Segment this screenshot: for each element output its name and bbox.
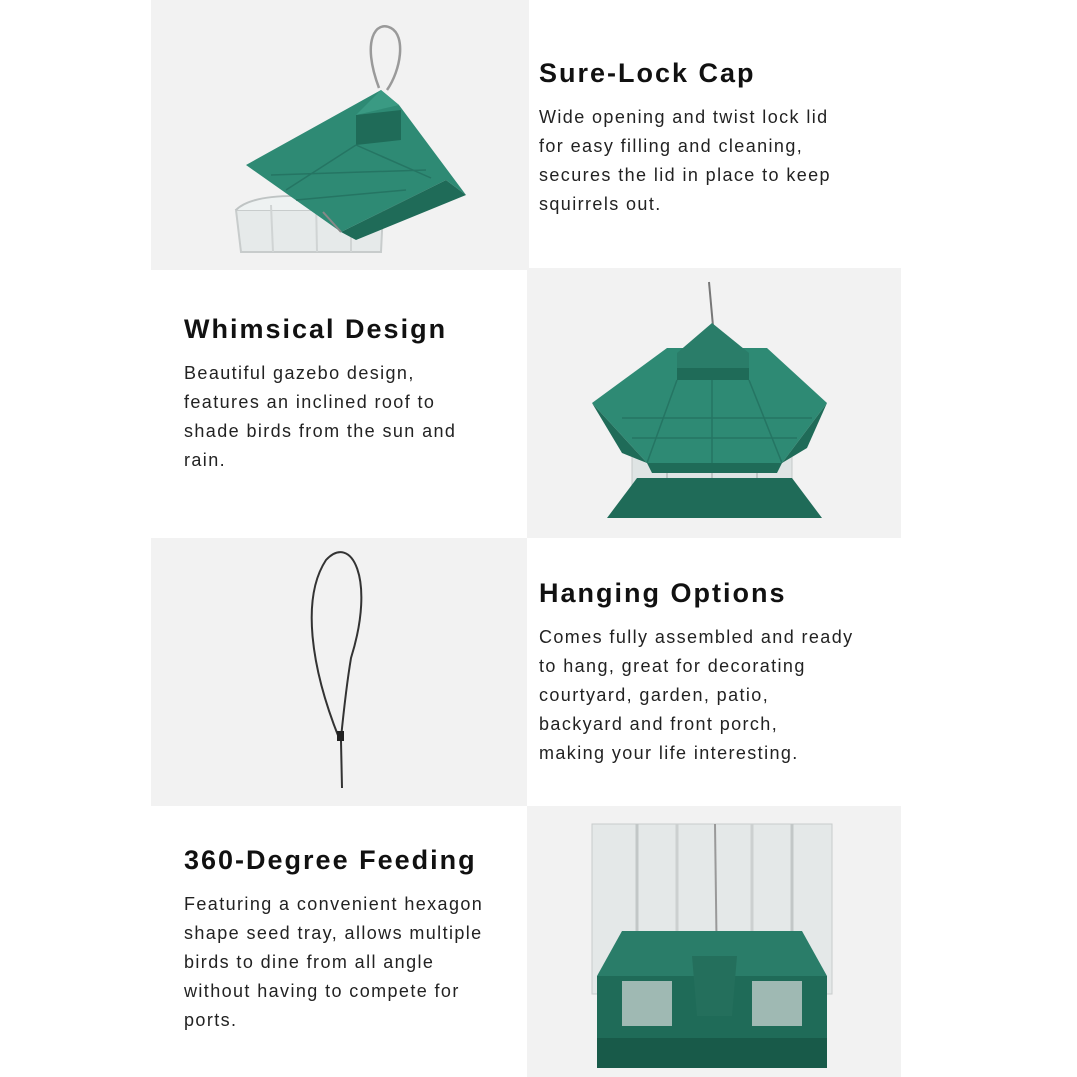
feature-description [539,623,1059,768]
description-line: secures the lid in place to keep [539,165,831,185]
feature-image-hanging [151,538,527,806]
description-line: making your life interesting. [539,743,799,763]
feature-whimsical-design [184,314,514,475]
description-line: birds to dine from all angle [184,952,435,972]
feature-360-degree-feeding [184,845,519,1035]
description-line: courtyard, garden, patio, [539,685,770,705]
feature-image-gazebo [527,268,901,538]
feature-sure-lock-cap [539,58,1059,219]
description-line: shade birds from the sun and [184,421,457,441]
description-line: Beautiful gazebo design, [184,363,415,383]
description-line: without having to compete for [184,981,460,1001]
feature-title: Whimsical Design [184,314,448,344]
description-line: Wide opening and twist lock lid [539,107,829,127]
description-line: shape seed tray, allows multiple [184,923,483,943]
feature-description [184,359,514,475]
feature-title: Sure-Lock Cap [539,58,756,88]
hanging-wire-icon [151,538,527,806]
feature-image-seed-tray [527,806,901,1077]
feature-description [539,103,1059,219]
description-line: to hang, great for decorating [539,656,806,676]
description-line: squirrels out. [539,194,662,214]
feature-title: Hanging Options [539,578,787,608]
feature-image-lid [151,0,529,270]
description-line: for easy filling and cleaning, [539,136,804,156]
feature-description [184,890,519,1035]
seed-tray-icon [527,806,901,1077]
description-line: backyard and front porch, [539,714,779,734]
feeder-lid-icon [151,0,529,270]
description-line: rain. [184,450,227,470]
description-line: ports. [184,1010,238,1030]
description-line: Comes fully assembled and ready [539,627,854,647]
feature-hanging-options [539,578,1059,768]
description-line: Featuring a convenient hexagon [184,894,484,914]
description-line: features an inclined roof to [184,392,436,412]
gazebo-feeder-icon [527,268,901,538]
feature-title: 360-Degree Feeding [184,845,477,875]
